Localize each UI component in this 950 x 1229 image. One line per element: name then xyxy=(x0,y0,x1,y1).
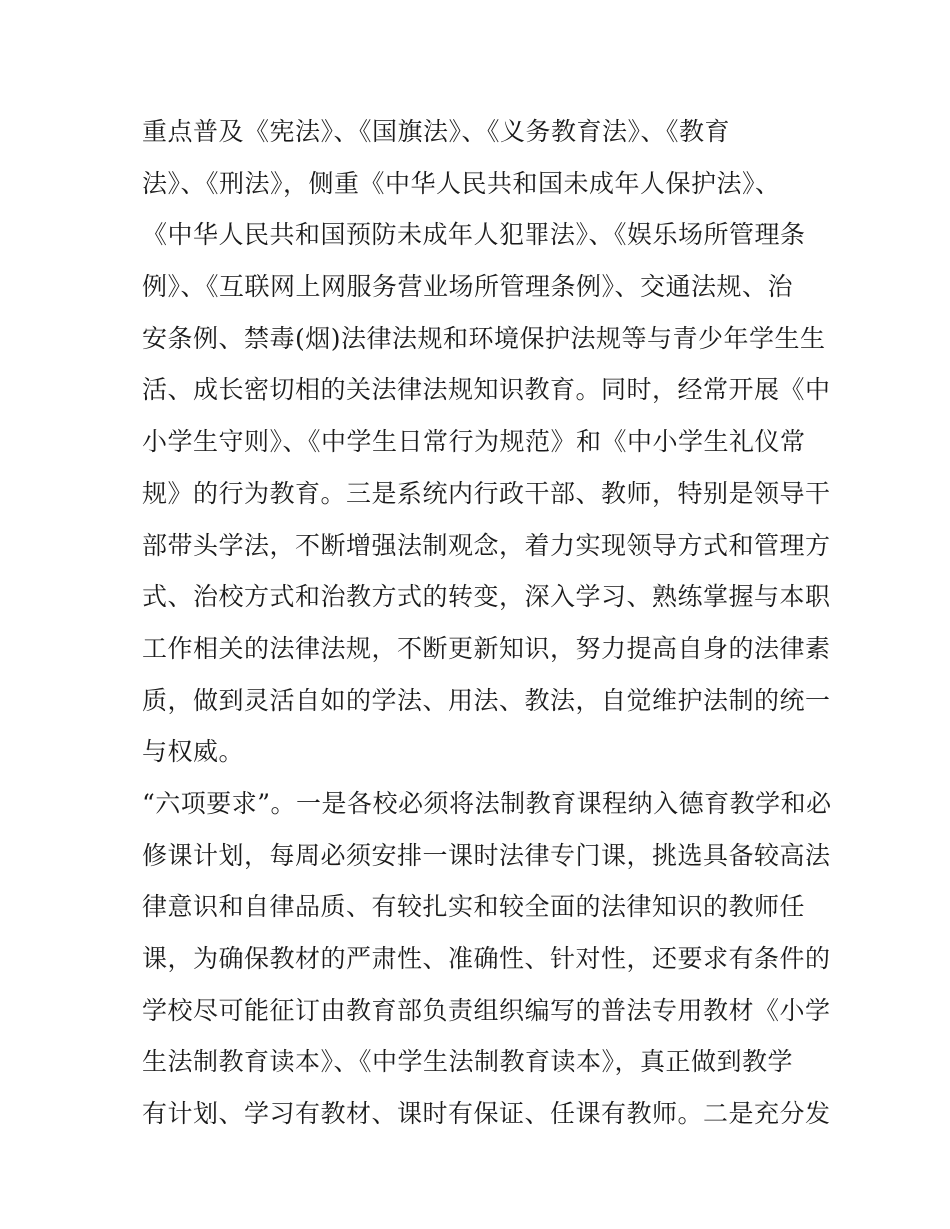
text-line: 重点普及《宪法》、《国旗法》、《义务教育法》、《教育 xyxy=(142,117,731,146)
text-line: 活、成长密切相的关法律法规知识教育。同时，经常开展《中 xyxy=(142,375,831,405)
text-line: 例》、《互联网上网服务营业场所管理条例》、交通法规、治 xyxy=(142,272,794,302)
text-line: 有计划、学习有教材、课时有保证、任课有教师。二是充分发 xyxy=(142,1099,831,1129)
text-line: 《中华人民共和国预防未成年人犯罪法》、《娱乐场所管理条 xyxy=(142,220,806,250)
text-line: 部带头学法，不断增强法制观念，着力实现领导方式和管理方 xyxy=(142,530,831,560)
text-line: 规》的行为教育。三是系统内行政干部、教师，特别是领导干 xyxy=(142,478,831,508)
text-line: 法》、《刑法》，侧重《中华人民共和国未成年人保护法》、 xyxy=(142,168,781,198)
text-line: 修课计划，每周必须安排一课时法律专门课，挑选具备较高法 xyxy=(142,840,831,870)
text-line: 律意识和自律品质、有较扎实和较全面的法律知识的教师任 xyxy=(142,892,806,922)
text-line: 生法制教育读本》、《中学生法制教育读本》，真正做到教学 xyxy=(142,1047,794,1077)
text-line: 课，为确保教材的严肃性、准确性、针对性，还要求有条件的 xyxy=(142,944,831,973)
text-line: 小学生守则》、《中学生日常行为规范》和《中小学生礼仪常 xyxy=(142,427,806,457)
text-line: 工作相关的法律法规，不断更新知识，努力提高自身的法律素 xyxy=(142,633,831,663)
text-line: 学校尽可能征订由教育部负责组织编写的普法专用教材《小学 xyxy=(142,995,831,1025)
body-text xyxy=(142,106,832,1140)
text-line: 质，做到灵活自如的学法、用法、教法，自觉维护法制的统一 xyxy=(142,685,831,715)
text-line: 式、治校方式和治教方式的转变，深入学习、熟练掌握与本职 xyxy=(142,582,831,612)
text-line: 与权威。 xyxy=(142,737,245,767)
text-line: “六项要求”。一是各校必须将法制教育课程纳入德育教学和必 xyxy=(142,788,832,818)
text-line: 安条例、禁毒(烟)法律法规和环境保护法规等与青少年学生生 xyxy=(142,323,826,353)
